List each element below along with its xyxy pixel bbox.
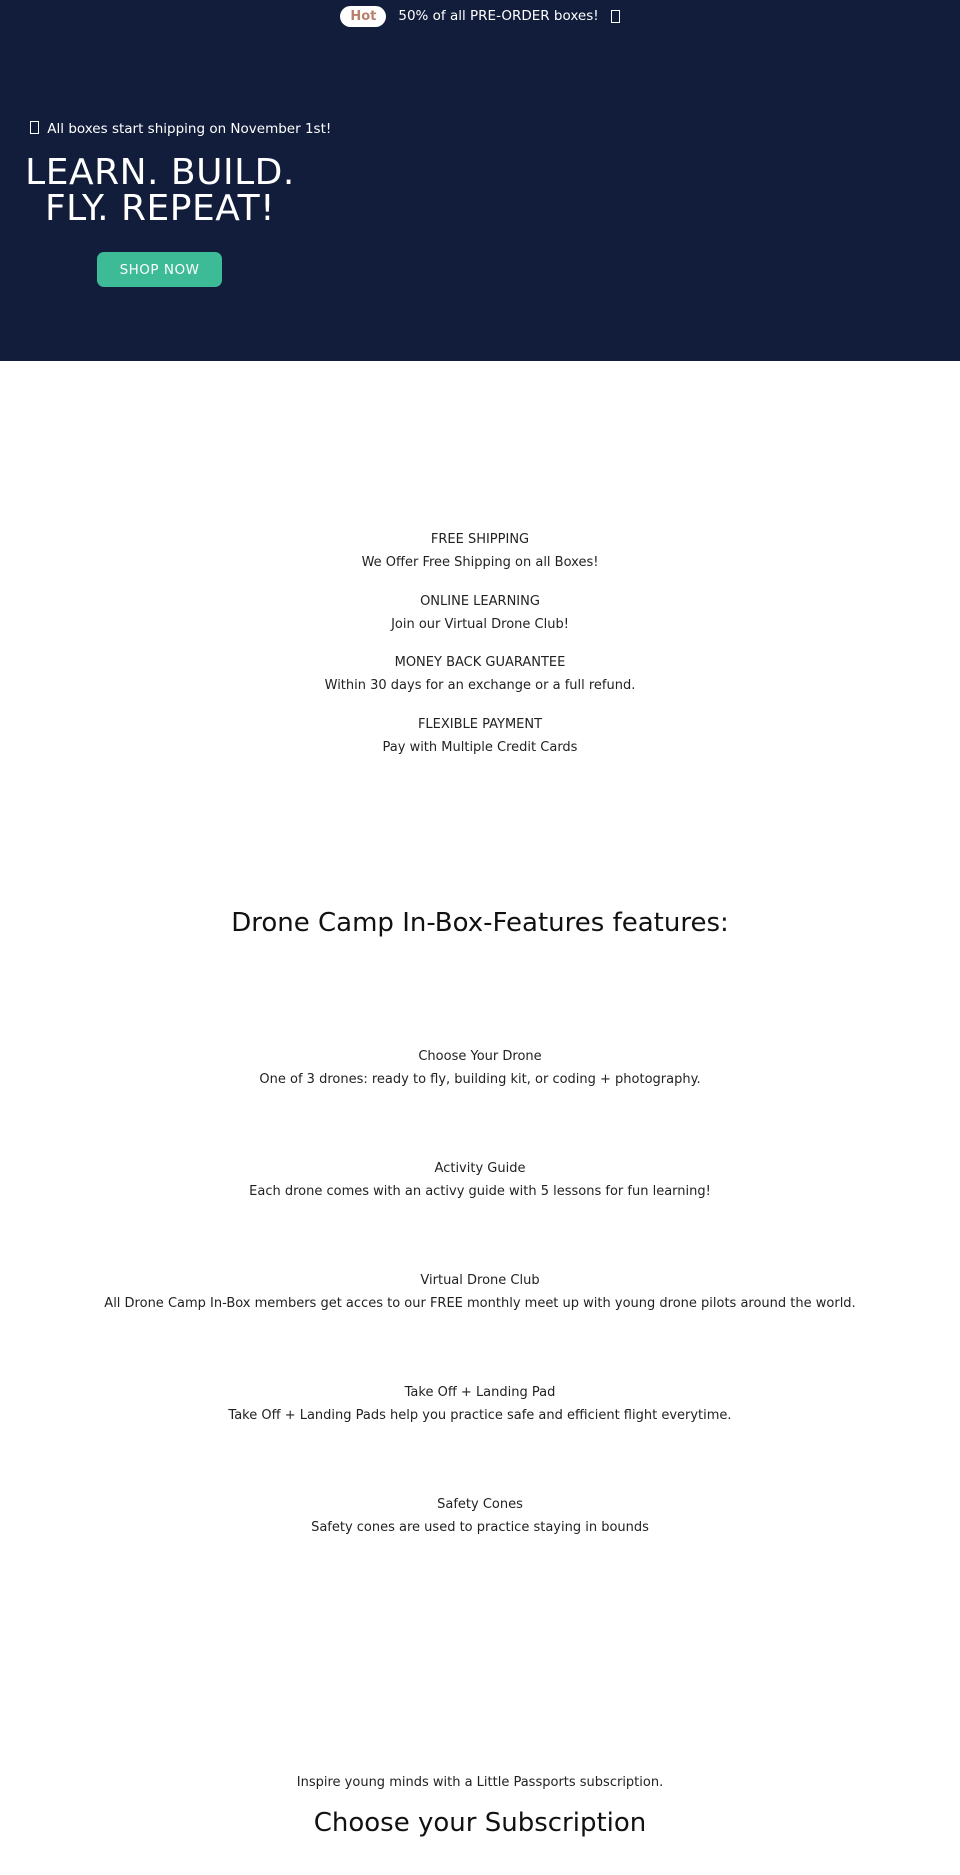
- features-heading: Drone Camp In-Box-Features features:: [231, 908, 729, 938]
- announcement-bar[interactable]: [0, 4, 960, 28]
- feature-title: Activity Guide: [434, 1161, 526, 1176]
- benefit-title: FREE SHIPPING: [430, 532, 530, 547]
- box-icon: [30, 121, 39, 134]
- shipping-note: [30, 121, 331, 137]
- benefit-title: MONEY BACK GUARANTEE: [394, 655, 566, 670]
- feature-title: Choose Your Drone: [418, 1049, 542, 1064]
- hot-badge: Hot: [340, 6, 386, 27]
- hero-title-line1: LEARN. BUILD.: [25, 152, 295, 193]
- feature-title: Virtual Drone Club: [420, 1273, 540, 1288]
- feature-text: Each drone comes with an activy guide with 5 lessons for fun learning!: [249, 1184, 711, 1199]
- benefit-title: FLEXIBLE PAYMENT: [417, 717, 543, 732]
- feature-text: Safety cones are used to practice staying in bounds: [311, 1520, 649, 1535]
- subscription-subtitle: Inspire young minds with a Little Passports subscription.: [296, 1775, 664, 1790]
- feature-text: One of 3 drones: ready to fly, building kit, or coding + photography.: [259, 1072, 701, 1087]
- subscription-heading: Choose your Subscription: [313, 1808, 647, 1838]
- announcement-text: 50% of all PRE-ORDER boxes!: [398, 8, 599, 24]
- hero-banner: [0, 0, 960, 361]
- benefit-title: ONLINE LEARNING: [420, 594, 540, 609]
- feature-title: Take Off + Landing Pad: [404, 1385, 556, 1400]
- benefit-text: We Offer Free Shipping on all Boxes!: [361, 555, 599, 570]
- feature-text: All Drone Camp In-Box members get acces to our FREE monthly meet up with young drone pilots around the world.: [104, 1296, 856, 1311]
- shop-now-button[interactable]: SHOP NOW: [97, 252, 222, 287]
- box-icon: [611, 10, 620, 23]
- hero-title-line2: FLY. REPEAT!: [44, 188, 276, 229]
- benefit-text: Within 30 days for an exchange or a full refund.: [324, 678, 636, 693]
- hero-title: [20, 152, 300, 229]
- shipping-note-text: All boxes start shipping on November 1st!: [47, 121, 332, 137]
- feature-title: Safety Cones: [437, 1497, 523, 1512]
- benefit-text: Pay with Multiple Credit Cards: [382, 740, 578, 755]
- benefit-text: Join our Virtual Drone Club!: [391, 617, 569, 632]
- feature-text: Take Off + Landing Pads help you practice safe and efficient flight everytime.: [228, 1408, 732, 1423]
